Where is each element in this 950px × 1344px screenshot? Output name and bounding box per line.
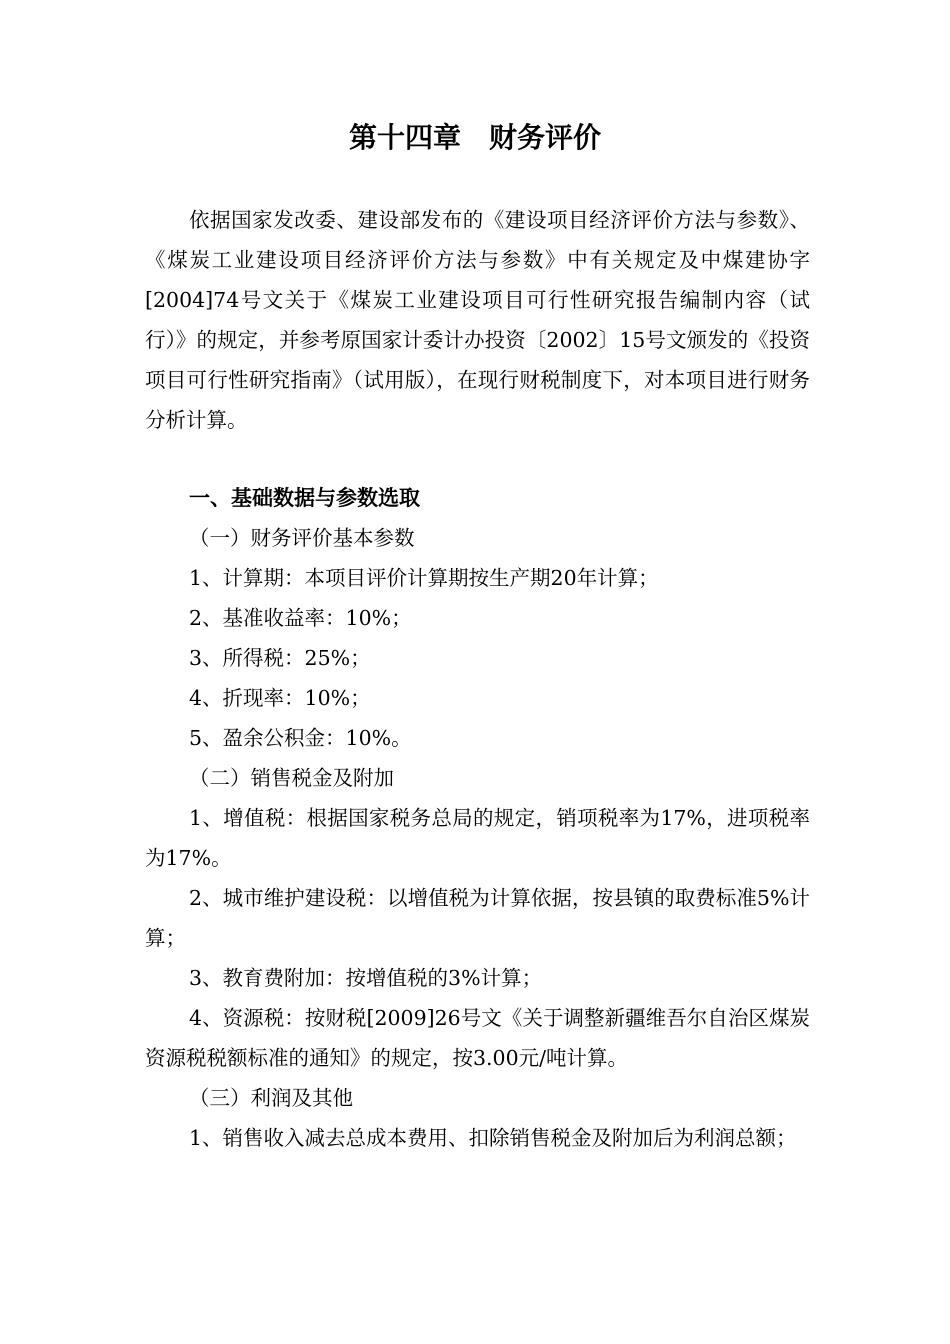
parameter-item: 1、计算期：本项目评价计算期按生产期20年计算； [189, 566, 659, 590]
parameter-item: 5、盈余公积金：10%。 [189, 726, 412, 750]
section-heading: 一、基础数据与参数选取 [189, 486, 420, 510]
parameter-item: 2、基准收益率：10%； [189, 606, 412, 630]
intro-paragraph: 依据国家发改委、建设部发布的《建设项目经济评价方法与参数》、《煤炭工业建设项目经济评价方法与参数》中有关规定及中煤建协字[2004]74号文关于《煤炭工业建设项目可行性研究报告编制内容（试行）》的规定，并参考原国家计委计办投资〔2002〕15号文颁发的《投资项目可行性研究指南》（试用版），在现行财税制度下，对本项目进行财务分析计算。 [145, 208, 810, 432]
parameter-item: 3、所得税：25%； [189, 646, 371, 670]
profit-item: 1、销售收入减去总成本费用、扣除销售税金及附加后为利润总额； [189, 1126, 797, 1150]
chapter-title: 第十四章 财务评价 [348, 121, 601, 154]
parameter-item: 4、折现率：10%； [189, 686, 371, 710]
subsection-title-3: （三）利润及其他 [189, 1086, 353, 1110]
subsection-title-2: （二）销售税金及附加 [189, 766, 394, 790]
tax-item: 2、城市维护建设税：以增值税为计算依据，按县镇的取费标准5%计算； [145, 886, 810, 950]
tax-item: 4、资源税：按财税[2009]26号文《关于调整新疆维吾尔自治区煤炭资源税税额标准的通知》的规定，按3.00元/吨计算。 [145, 1006, 810, 1070]
subsection-title-1: （一）财务评价基本参数 [189, 526, 415, 550]
tax-item: 1、增值税：根据国家税务总局的规定，销项税率为17%，进项税率为17%。 [145, 806, 810, 870]
tax-item: 3、教育费附加：按增值税的3%计算； [189, 966, 543, 990]
